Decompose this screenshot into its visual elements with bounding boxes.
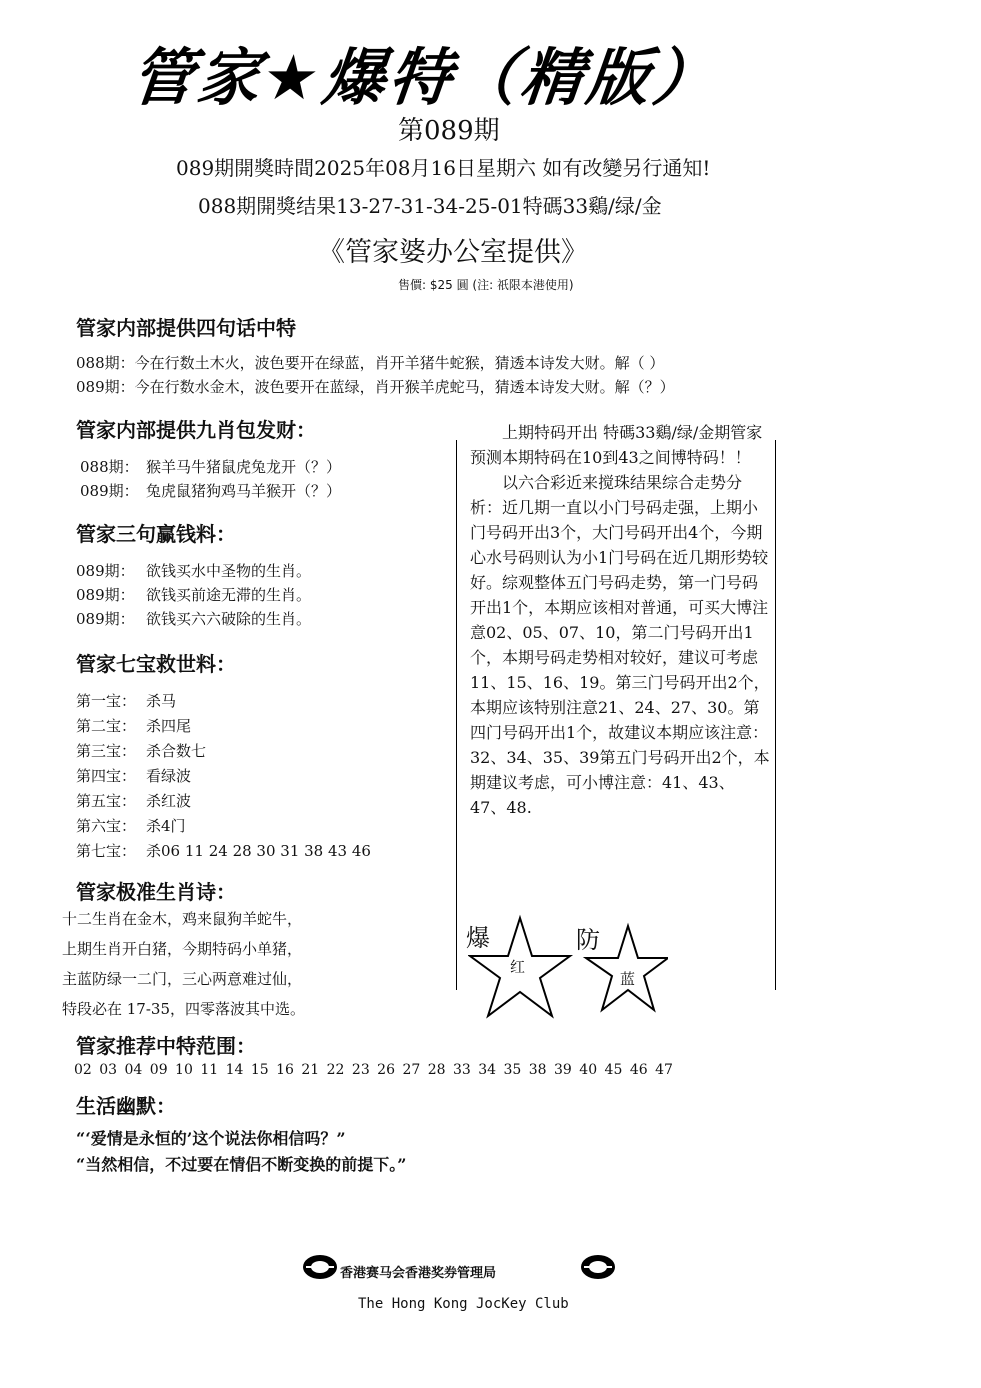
price-note: 售價: $25 圓 (注: 祇限本港使用) (398, 278, 574, 292)
nine-zodiac-period: 088期： (80, 458, 139, 476)
three-lines-period: 089期： (76, 562, 135, 580)
four-lines-row: 088期：今在行数土木火，波色要开在绿蓝，肖开羊猪牛蛇猴，猜透本诗发大财。解（ ） (76, 354, 665, 372)
seven-treasures-heading: 管家七宝救世料： (76, 652, 236, 676)
star-right-text: 蓝 (620, 970, 636, 988)
star-left-text: 红 (510, 958, 526, 976)
range-numbers: 02 03 04 09 10 11 14 15 16 21 22 23 26 27 28 33 34 35 38 39 40 45 46 47 (74, 1062, 673, 1078)
treasure-label: 第五宝： (76, 792, 137, 810)
footer-en: The Hong Kong JocKey Club (358, 1296, 569, 1312)
poem-line: 十二生肖在金木，鸡来鼠狗羊蛇牛， (62, 910, 303, 928)
treasure-text: 杀红波 (146, 792, 192, 810)
last-result: 088期開獎结果13-27-31-34-25-01特碼33鷄/绿/金 (198, 194, 662, 218)
draw-notice: 089期開獎時間2025年08月16日星期六 如有改變另行通知! (176, 156, 711, 180)
treasure-label: 第六宝： (76, 817, 137, 835)
page-title: 管家★爆特（精版） (127, 41, 723, 114)
jockey-club-logo-icon (580, 1254, 616, 1280)
four-lines-heading: 管家内部提供四句话中特 (76, 316, 296, 340)
treasure-label: 第三宝： (76, 742, 137, 760)
footer-cn: 香港赛马会香港奖券管理局 (340, 1266, 497, 1281)
poem-line: 特段必在 17-35，四零落波其中选。 (62, 1000, 306, 1018)
three-lines-period: 089期： (76, 586, 135, 604)
nine-zodiac-text: 兔虎鼠猪狗鸡马羊猴开（？） (146, 482, 342, 500)
provider: 《管家婆办公室提供》 (318, 237, 588, 268)
range-heading: 管家推荐中特范围： (76, 1034, 256, 1058)
three-lines-heading: 管家三句赢钱料： (76, 522, 236, 546)
star-right-label: 防 (576, 926, 600, 954)
poem-line: 主蓝防绿一二门，三心两意难过仙， (62, 970, 303, 988)
treasure-text: 杀06 11 24 28 30 31 38 43 46 (146, 842, 371, 860)
humor-answer: “当然相信，不过要在情侣不断变换的前提下。” (76, 1155, 407, 1174)
humor-heading: 生活幽默： (76, 1094, 176, 1118)
analysis-paragraph-2: 以六合彩近来搅珠结果综合走势分析：近几期一直以小门号码走强，上期小门号码开出3个，大门号码开出4个，今期心水号码则认为小1门号码在近几期形势较好。综观整体五门号码走势，第一门号码开出1个，本期应该相对普通，可买大博注意02、05、07、10，第二门号码开出1个，本期号码走势相对较好，建议可考虑11、15、16、19。第三门号码开出2个，本期应该特别注意21、24、27、30。第四门号码开出1个，故建议本期应该注意：32、34、35、39第五门号码开出2个，本期建议考虑，可小博注意：41、43、47、48. (470, 473, 770, 817)
treasure-text: 杀4门 (146, 817, 186, 835)
three-lines-text: 欲钱买水中圣物的生肖。 (146, 562, 312, 580)
star-left-label: 爆 (466, 924, 490, 952)
treasure-text: 杀马 (146, 692, 177, 710)
four-lines-row: 089期：今在行数水金木，波色要开在蓝绿，肖开猴羊虎蛇马，猜透本诗发大财。解（？） (76, 378, 675, 396)
treasure-label: 第二宝： (76, 717, 137, 735)
treasure-text: 杀四尾 (146, 717, 192, 735)
treasure-label: 第一宝： (76, 692, 137, 710)
treasure-label: 第七宝： (76, 842, 137, 860)
three-lines-text: 欲钱买前途无滞的生肖。 (146, 586, 312, 604)
nine-zodiac-period: 089期： (80, 482, 139, 500)
treasure-text: 杀合数七 (146, 742, 207, 760)
poem-heading: 管家极准生肖诗： (76, 880, 236, 904)
poem-line: 上期生肖开白猪，今期特码小单猪， (62, 940, 303, 958)
three-lines-period: 089期： (76, 610, 135, 628)
nine-zodiac-text: 猴羊马牛猪鼠虎兔龙开（？） (146, 458, 342, 476)
stars-graphic (468, 914, 668, 1024)
humor-question: “‘爱情是永恒的’这个说法你相信吗？” (76, 1129, 346, 1148)
analysis-text (470, 420, 770, 820)
analysis-paragraph-1: 上期特码开出 特碼33鷄/绿/金期管家预测本期特码在10到43之间博特码！！ (470, 423, 763, 467)
treasure-text: 看绿波 (146, 767, 192, 785)
issue-number: 第089期 (398, 116, 500, 146)
nine-zodiac-heading: 管家内部提供九肖包发财： (76, 418, 316, 442)
three-lines-text: 欲钱买六六破除的生肖。 (146, 610, 312, 628)
jockey-club-logo-icon (302, 1254, 338, 1280)
treasure-label: 第四宝： (76, 767, 137, 785)
